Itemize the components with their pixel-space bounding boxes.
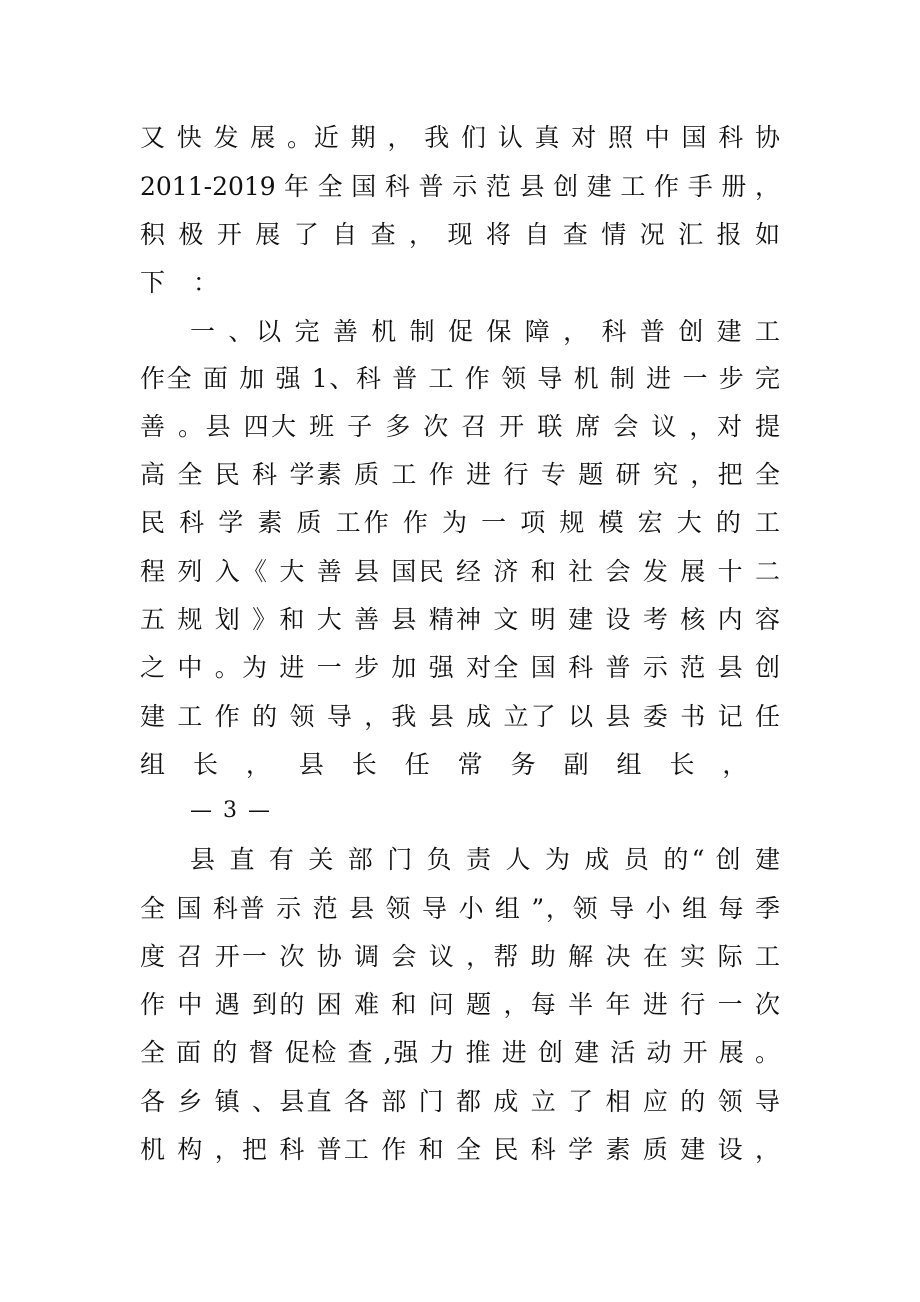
text-line: 组 长 ， 县 长 任 常 务 副 组 长 ，	[140, 750, 758, 779]
text-line: 民 科 学 素 质 工作 作 为 一 项 规 模 宏 大 的 工	[140, 508, 780, 537]
section-heading-line: 一 、以 完 善 机 制 促 保 障 ， 科 普 创 建 工	[190, 317, 780, 346]
text-line: 全 面 的 督 促检 查 ,强 力 推 进 创 建 活 动 开 展 。	[140, 1038, 780, 1067]
text-line: 作全 面 加 强 1、科 普 工 作 领 导 机 制 进 一 步 完	[140, 364, 780, 393]
page-number: — 3 —	[190, 798, 272, 823]
text-line: 积 极 开 展 了 自 查 ， 现 将 自 查 情 况 汇 报 如	[140, 220, 780, 249]
text-line: 之 中 。为 进 一 步 加 强 对全 国 科 普 示 范 县 创	[140, 653, 780, 682]
text-line: 善 。县 四大 班 子 多 次 召 开 联 席 会 议 ，对 提	[140, 412, 780, 441]
text-line: 全 国 科普 示 范 县 领 导 小 组 ”，领 导 小 组 每 季	[140, 894, 780, 923]
text-line: 下 ：	[140, 268, 228, 297]
text-line: 建 工 作 的 领 导 ，我 县 成 立了 以 县 委 书 记 任	[140, 702, 780, 731]
text-line: 五 规 划 》和 大 善 县 精神 文 明 建 设 考 核 内 容	[140, 605, 780, 634]
text-line: 机 构 ，把 科 普工 作 和 全 民 科 学 素 质 建 设 ，	[140, 1135, 780, 1164]
text-line: 程 列 入《 大 善 县 国民 经 济 和 社 会 发 展 十 二	[140, 557, 780, 586]
text-line: 高 全 民 科 学素 质 工 作 进 行 专 题 研 究 ，把 全	[140, 460, 780, 489]
text-line: 县 直 有 关 部 门 负 责 人 为 成 员 的“ 创 建	[190, 845, 780, 874]
text-line: 各 乡 镇 、县直 各 部 门 都 成 立 了 相 应 的 领 导	[140, 1087, 780, 1116]
text-line: 又 快 发 展 。近 期 ， 我 们 认 真 对 照 中 国 科 协	[140, 123, 780, 152]
text-line: 2011-2019 年 全 国 科 普 示 范 县 创 建 工 作 手 册 ，	[140, 172, 780, 201]
text-line: 作 中 遇 到的 困 难 和 问 题 ，每 半 年 进 行 一 次	[140, 990, 780, 1019]
text-line: 度 召 开一 次 协 调 会 议 ，帮 助 解 决 在 实 际 工	[140, 942, 780, 971]
